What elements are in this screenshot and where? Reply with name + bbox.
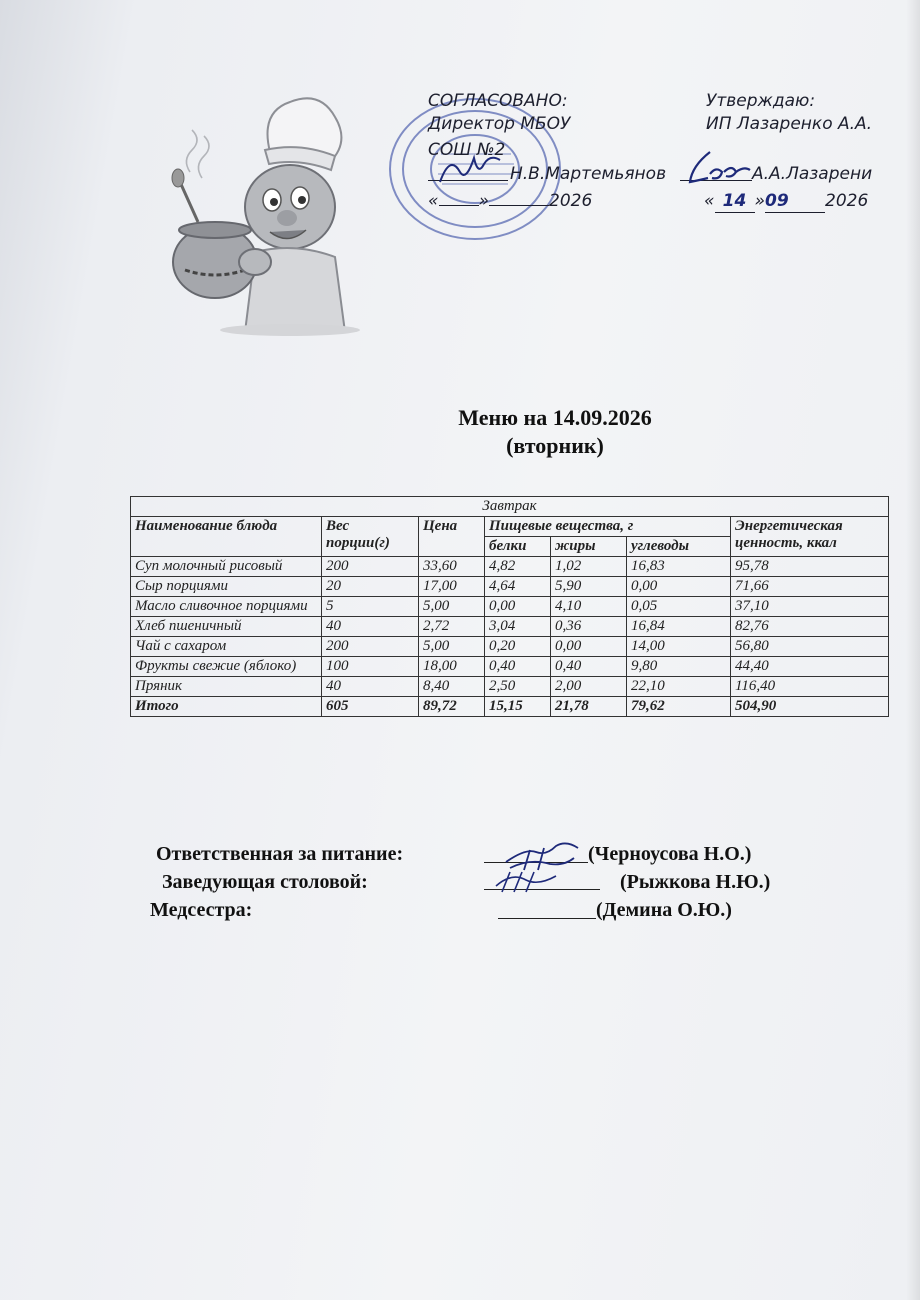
signature-line (498, 918, 596, 919)
cell-price: 2,72 (419, 617, 485, 637)
table-row (131, 597, 889, 617)
cell-weight: 200 (322, 557, 419, 577)
cell-fat: 1,02 (551, 557, 627, 577)
cell-carbs: 16,84 (627, 617, 731, 637)
date-month-blank (489, 205, 549, 206)
cell-weight: 100 (322, 657, 419, 677)
header-carbs: углеводы (627, 537, 731, 557)
table-row (131, 557, 889, 577)
header-name: Наименование блюда (131, 517, 322, 557)
approval-left-date (428, 190, 592, 212)
cell-energy: 116,40 (731, 677, 889, 697)
approval-right-position: ИП Лазаренко А.А. (706, 114, 873, 134)
table-row (131, 677, 889, 697)
header-nutrients: Пищевые вещества, г (485, 517, 731, 537)
cell-weight: 40 (322, 677, 419, 697)
header-weight: Вес порции(г) (322, 517, 419, 557)
approval-right-name: А.А.Лазарени (752, 164, 873, 184)
signature-role: Медсестра: (150, 899, 253, 921)
cell-carbs: 0,05 (627, 597, 731, 617)
table-row (131, 657, 889, 677)
date-year: 2026 (825, 191, 869, 211)
cell-carbs: 0,00 (627, 577, 731, 597)
cell-fat: 0,40 (551, 657, 627, 677)
menu-table-body (131, 557, 889, 717)
date-year: 2026 (549, 191, 593, 211)
cell-name: Масло сливочное порциями (131, 597, 322, 617)
cell-energy: 95,78 (731, 557, 889, 577)
approval-left-name: Н.В.Мартемьянов (510, 164, 667, 184)
cell-name: Сыр порциями (131, 577, 322, 597)
total-weight: 605 (322, 697, 419, 717)
date-day-blank (439, 205, 479, 206)
signature-row-nutrition (156, 842, 403, 866)
cell-name: Чай с сахаром (131, 637, 322, 657)
table-row (131, 637, 889, 657)
cell-carbs: 22,10 (627, 677, 731, 697)
cell-carbs: 16,83 (627, 557, 731, 577)
header-fat: жиры (551, 537, 627, 557)
table-caption: Завтрак (131, 497, 889, 517)
table-row (131, 617, 889, 637)
table-row (131, 577, 889, 597)
chef-illustration (160, 92, 360, 337)
page-edge-shadow (906, 0, 920, 1300)
cell-protein: 3,04 (485, 617, 551, 637)
total-carbs: 79,62 (627, 697, 731, 717)
cell-weight: 20 (322, 577, 419, 597)
cell-energy: 71,66 (731, 577, 889, 597)
cell-price: 17,00 (419, 577, 485, 597)
header-price: Цена (419, 517, 485, 557)
cell-carbs: 14,00 (627, 637, 731, 657)
header-energy: Энергетическая ценность, ккал (731, 517, 889, 557)
cell-carbs: 9,80 (627, 657, 731, 677)
signature-name: (Черноусова Н.О.) (588, 843, 752, 865)
cell-fat: 5,90 (551, 577, 627, 597)
cell-weight: 5 (322, 597, 419, 617)
menu-title: Меню на 14.09.2026 (458, 405, 652, 430)
approval-right-signature (684, 146, 760, 190)
date-open-quote: « (704, 191, 715, 211)
cell-protein: 4,82 (485, 557, 551, 577)
cell-price: 5,00 (419, 637, 485, 657)
cell-protein: 2,50 (485, 677, 551, 697)
date-mid-quote: » (754, 191, 765, 211)
cell-weight: 40 (322, 617, 419, 637)
signature-name: (Рыжкова Н.Ю.) (620, 871, 771, 893)
approval-left-signature (435, 152, 505, 192)
cell-protein: 0,00 (485, 597, 551, 617)
cell-fat: 0,36 (551, 617, 627, 637)
handwritten-signature (492, 866, 562, 896)
signature-row-canteen (162, 870, 368, 894)
total-price: 89,72 (419, 697, 485, 717)
cell-name: Фрукты свежие (яблоко) (131, 657, 322, 677)
cell-energy: 37,10 (731, 597, 889, 617)
total-energy: 504,90 (731, 697, 889, 717)
cell-weight: 200 (322, 637, 419, 657)
approval-left-position-line1: Директор МБОУ (428, 114, 571, 134)
total-row (131, 697, 889, 717)
total-fat: 21,78 (551, 697, 627, 717)
total-protein: 15,15 (485, 697, 551, 717)
signature-row-nurse (150, 898, 252, 922)
signature-name: (Демина О.Ю.) (596, 899, 732, 921)
date-open-quote: « (428, 191, 439, 211)
cell-name: Пряник (131, 677, 322, 697)
date-mid-quote: » (478, 191, 489, 211)
cell-price: 18,00 (419, 657, 485, 677)
cell-price: 8,40 (419, 677, 485, 697)
date-day: 14 (715, 190, 755, 213)
cell-fat: 0,00 (551, 637, 627, 657)
cell-energy: 56,80 (731, 637, 889, 657)
cell-fat: 2,00 (551, 677, 627, 697)
approval-left-heading: СОГЛАСОВАНО: (428, 91, 568, 111)
cell-protein: 4,64 (485, 577, 551, 597)
cell-protein: 0,20 (485, 637, 551, 657)
cell-name: Суп молочный рисовый (131, 557, 322, 577)
total-name: Итого (131, 697, 322, 717)
menu-day: (вторник) (506, 433, 604, 458)
menu-table (130, 496, 889, 717)
signature-role: Ответственная за питание: (156, 843, 404, 865)
date-month: 09 (765, 190, 825, 213)
cell-price: 33,60 (419, 557, 485, 577)
approval-right-date (704, 190, 868, 213)
cell-name: Хлеб пшеничный (131, 617, 322, 637)
approval-left-position-line2: СОШ №2 (428, 140, 506, 160)
cell-energy: 44,40 (731, 657, 889, 677)
cell-protein: 0,40 (485, 657, 551, 677)
signature-role: Заведующая столовой: (162, 871, 368, 893)
cell-price: 5,00 (419, 597, 485, 617)
cell-fat: 4,10 (551, 597, 627, 617)
cell-energy: 82,76 (731, 617, 889, 637)
header-protein: белки (485, 537, 551, 557)
approval-right-heading: Утверждаю: (706, 91, 816, 111)
